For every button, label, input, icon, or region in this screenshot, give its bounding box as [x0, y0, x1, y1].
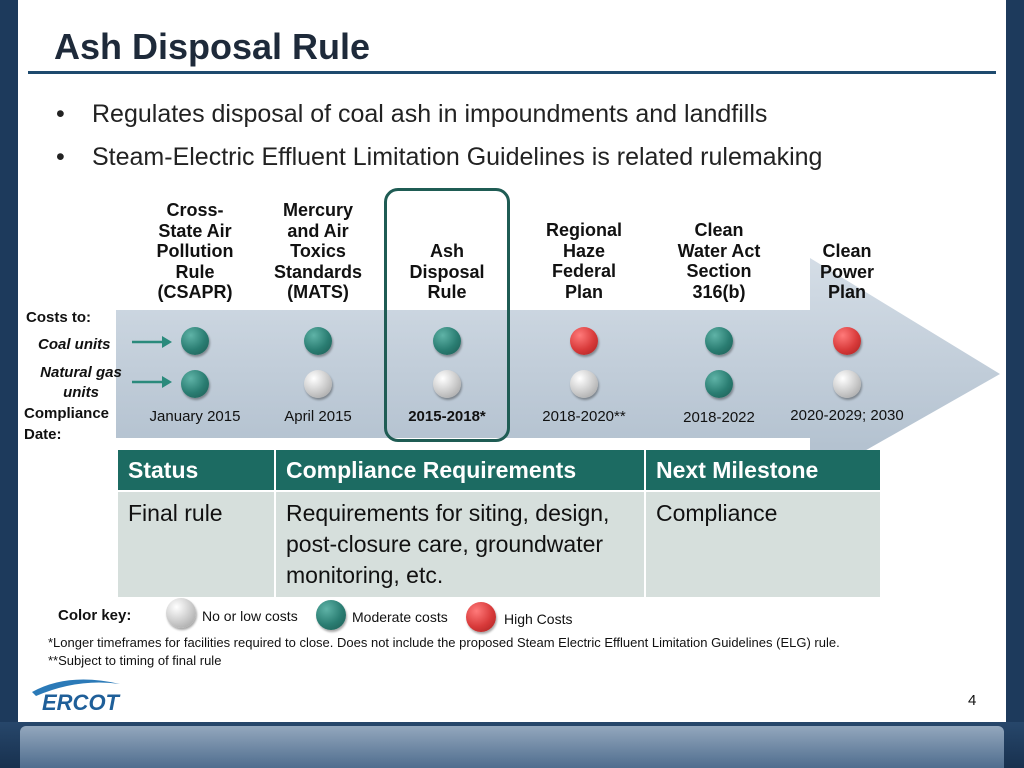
compliance-date: 2018-2020** — [542, 408, 626, 425]
status-table — [116, 448, 882, 599]
column-header-line: Rule — [175, 261, 215, 282]
gas-cost-indicator-moderate — [705, 370, 733, 398]
gas-cost-indicator-low — [833, 370, 861, 398]
requirements-cell: Requirements for siting, design, post-closure care, groundwater monitoring, etc. — [276, 492, 644, 597]
column-header-line: Regional — [545, 220, 622, 240]
column-header-line: (MATS) — [287, 282, 349, 302]
column-header-line: Clean — [694, 220, 744, 240]
status-cell: Final rule — [118, 492, 274, 597]
compliance-date: 2018-2022 — [683, 409, 755, 426]
page-number: 4 — [968, 692, 977, 709]
column-header-line: Disposal — [409, 261, 485, 282]
color-key-label: Color key: — [58, 607, 132, 624]
column-header-line: Cross- — [166, 200, 224, 220]
next-milestone-header: Next Milestone — [646, 450, 880, 490]
ercot-logo — [28, 670, 128, 716]
column-header-line: Water Act — [677, 240, 761, 261]
compliance-date-label-line1: Compliance — [24, 405, 110, 422]
compliance-date: April 2015 — [284, 408, 352, 425]
column-header-line: Plan — [564, 281, 603, 302]
bullet-text: Steam-Electric Effluent Limitation Guidelines is related rulemaking — [92, 143, 823, 171]
gas-cost-indicator-moderate — [181, 370, 209, 398]
coal-cost-indicator-high — [570, 327, 598, 355]
column-header-line: Power — [819, 261, 875, 282]
slide-title: Ash Disposal Rule — [54, 26, 371, 67]
gas-arrow-icon — [132, 374, 172, 390]
high-cost-key-text: High Costs — [504, 611, 573, 627]
bullet-dot: • — [56, 100, 65, 128]
column-header — [659, 220, 779, 302]
moderate-cost-key-text: Moderate costs — [352, 609, 448, 625]
bullet-dot: • — [56, 143, 65, 171]
column-header-line: Plan — [827, 282, 866, 302]
table-row — [118, 492, 880, 597]
status-header: Status — [118, 450, 274, 490]
bullet-text: Regulates disposal of coal ash in impoundments and landfills — [92, 100, 768, 128]
moderate-cost-key-icon — [316, 600, 346, 630]
low-cost-key-icon — [166, 598, 196, 628]
column-header-line: Ash — [429, 241, 464, 261]
natural-gas-label-line2: units — [63, 384, 99, 401]
logo-text: ERCOT — [42, 690, 119, 715]
compliance-date: 2020-2029; 2030 — [790, 407, 904, 424]
title-divider — [28, 71, 996, 74]
column-header-line: Standards — [273, 261, 363, 282]
costs-to-label: Costs to: — [26, 309, 91, 326]
coal-cost-indicator-moderate — [705, 327, 733, 355]
column-header-line: Federal — [551, 261, 617, 281]
column-header — [258, 200, 378, 303]
footnote-2: **Subject to timing of final rule — [48, 653, 222, 668]
column-header — [135, 200, 255, 303]
coal-cost-indicator-moderate — [433, 327, 461, 355]
gas-cost-indicator-low — [304, 370, 332, 398]
gas-cost-indicator-low — [570, 370, 598, 398]
footer-bar — [0, 722, 1024, 768]
low-cost-key-text: No or low costs — [202, 608, 298, 624]
coal-cost-indicator-high — [833, 327, 861, 355]
column-header-line: Clean — [822, 241, 872, 261]
ash-disposal-highlight — [384, 188, 510, 442]
column-header-line: Pollution — [156, 241, 234, 261]
compliance-date: 2015-2018* — [408, 408, 486, 425]
natural-gas-label-line1: Natural gas — [40, 364, 122, 381]
column-header — [387, 241, 507, 303]
column-header-line: Mercury — [282, 200, 354, 220]
column-header-line: State Air — [158, 220, 232, 241]
gas-cost-indicator-low — [433, 370, 461, 398]
column-header — [787, 241, 907, 303]
column-header-line: Haze — [562, 240, 606, 261]
table-header-row — [118, 450, 880, 490]
coal-cost-indicator-moderate — [181, 327, 209, 355]
coal-arrow-icon — [132, 334, 172, 350]
column-header-line: Section — [686, 261, 752, 281]
compliance-date: January 2015 — [149, 408, 241, 425]
column-header-line: 316(b) — [692, 281, 746, 302]
milestone-cell: Compliance — [646, 492, 880, 597]
compliance-date-label-line2: Date: — [24, 426, 62, 443]
column-header-line: Rule — [427, 282, 467, 302]
compliance-requirements-header: Compliance Requirements — [276, 450, 644, 490]
slide — [18, 0, 1006, 722]
column-header-line: Toxics — [290, 241, 346, 261]
coal-cost-indicator-moderate — [304, 327, 332, 355]
column-header-line: (CSAPR) — [157, 282, 233, 302]
high-cost-key-icon — [466, 602, 496, 632]
column-header-line: and Air — [287, 220, 349, 241]
coal-units-label: Coal units — [38, 336, 111, 353]
footnote-1: *Longer timeframes for facilities required to close. Does not include the proposed Steam Electric Effluent Limitation Guidelines (ELG) rule. — [48, 635, 840, 650]
column-header — [524, 220, 644, 302]
